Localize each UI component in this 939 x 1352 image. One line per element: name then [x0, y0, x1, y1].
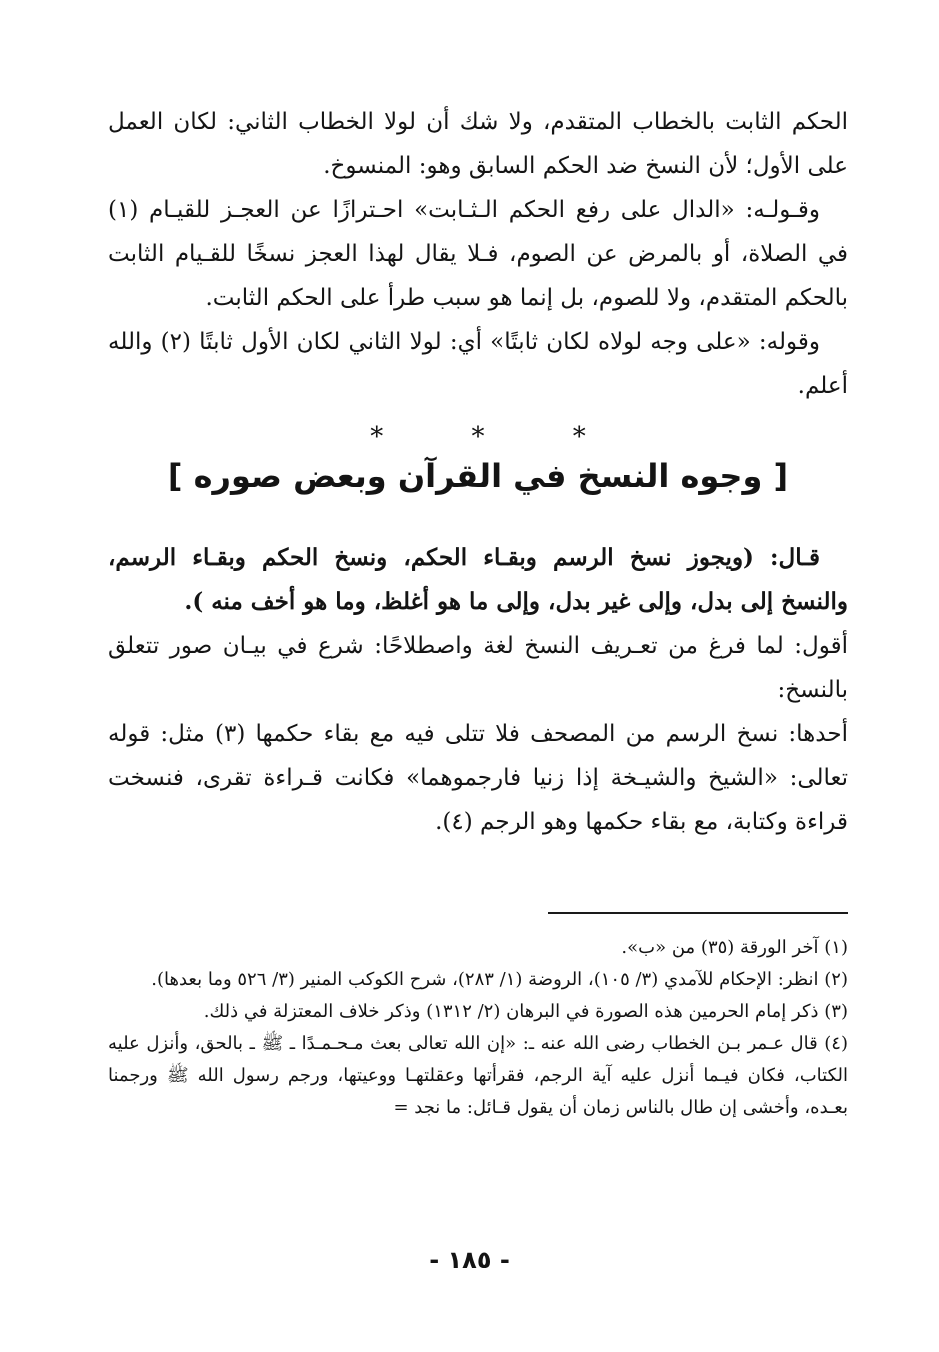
- paragraph-2: وقـولـه: «الدال على رفع الحكم الـثـابت» احـترازًا عن العجـز للقيـام (١) في الصلاة، أو بالمرض عن الصوم، فـلا يقال لهذا العجز نسخًا للقـيام الثابت بالحكم المتقدم، ولا للصوم، بل إنما هو سبب طرأ على الحكم الثابت.: [108, 197, 848, 311]
- footnote-separator: [548, 912, 848, 914]
- main-text-quote: قـال: (ويجوز نسخ الرسم وبقـاء الحكم، ونسخ الحكم وبقـاء الرسم، والنسخ إلى بدل، وإلى غير بدل، وإلى ما هو أغلظ، وما هو أخف منه ).: [108, 544, 848, 615]
- section-ornament: * * *: [370, 422, 626, 452]
- section-heading: [ وجوه النسخ في القرآن وبعض صوره ]: [167, 457, 789, 495]
- page-number: - ١٨٥ -: [429, 1246, 510, 1274]
- footnote-2: (٢) انظر: الإحكام للآمدي (٣/ ١٠٥)، الروضة (١/ ٢٨٣)، شرح الكوكب المنير (٣/ ٥٢٦ وما بعدها).: [151, 969, 848, 990]
- paragraph-1: الحكم الثابت بالخطاب المتقدم، ولا شك أن لولا الخطاب الثاني: لكان العمل على الأول؛ لأن النسخ ضد الحكم السابق وهو: المنسوخ.: [108, 109, 848, 179]
- page-body: [108, 100, 848, 844]
- footnote-3: (٣) ذكر إمام الحرمين هذه الصورة في البرهان (٢/ ١٣١٢) وذكر خلاف المعتزلة في ذلك.: [203, 1001, 848, 1022]
- footnote-4: (٤) قال عـمر بـن الخطاب رضى الله عنه ـ: «إن الله تعالى بعث مـحـمـدًا ـ ﷺ ـ بالحق، وأنزل عليه الكتاب، فكان فيـما أنزل عليه آية الرجم، فقرأتها وعقلتهـا ووعيتها، ورجم رسول الله ﷺ ورجمنا بعـده، وأخشى إن طال بالناس زمان أن يقول قـائل: ما نجد =: [108, 1033, 848, 1118]
- footnotes: [108, 932, 848, 1124]
- paragraph-4: أقول: لما فرغ من تعـريف النسخ لغة واصطلاحًا: شرع في بيـان صور تتعلق بالنسخ:: [108, 633, 848, 703]
- paragraph-5: أحدها: نسخ الرسم من المصحف فلا تتلى فيه مع بقاء حكمها (٣) مثل: قوله تعالى: «الشيخ والشيـخة إذا زنيا فارجموهما» فكانت قـراءة تقرى، فنسخت قراءة وكتابة، مع بقاء حكمها وهو الرجم (٤).: [108, 721, 848, 835]
- footnote-1: (١) آخر الورقة (٣٥) من «ب».: [621, 937, 848, 958]
- paragraph-3: وقوله: «على وجه لولاه لكان ثابتًا» أي: لولا الثاني لكان الأول ثابتًا (٢) والله أعلم.: [108, 329, 848, 399]
